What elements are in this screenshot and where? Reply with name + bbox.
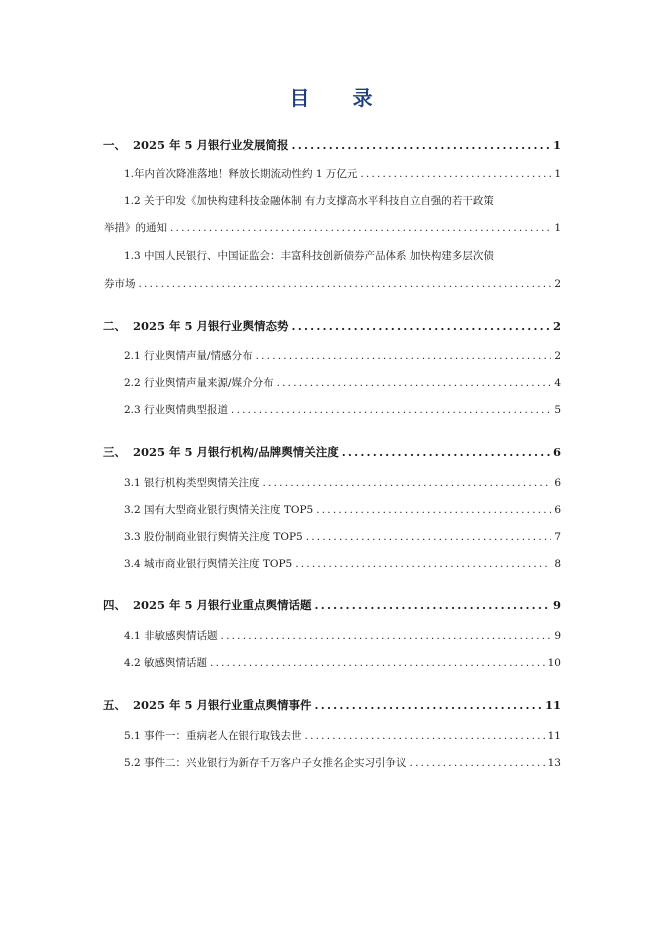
item-title-line2: 券市场 xyxy=(104,278,136,290)
toc-item-5-2[interactable] xyxy=(124,755,561,771)
toc-item-4-2[interactable] xyxy=(124,655,561,671)
page-number: 10 xyxy=(547,657,561,669)
toc-item-2-3[interactable] xyxy=(124,402,561,418)
leader-dots xyxy=(306,529,552,545)
toc-item-1-1[interactable] xyxy=(124,166,561,182)
leader-dots xyxy=(277,375,552,391)
leader-dots xyxy=(342,444,550,460)
page-number: 2 xyxy=(554,350,561,362)
leader-dots xyxy=(316,502,551,518)
leader-dots xyxy=(292,318,550,334)
leader-dots xyxy=(295,556,551,572)
leader-dots xyxy=(170,220,551,236)
item-title: 4.2 敏感舆情话题 xyxy=(124,657,208,669)
section-title: 2025 年 5 月银行业重点舆情话题 xyxy=(133,598,312,612)
item-title: 5.2 事件二：兴业银行为新存千万客户子女推名企实习引争议 xyxy=(124,757,407,769)
page-number: 11 xyxy=(547,730,561,742)
leader-dots xyxy=(315,697,542,713)
toc-item-2-2[interactable] xyxy=(124,375,561,391)
page-number: 5 xyxy=(554,404,561,416)
page-number: 1 xyxy=(554,168,561,180)
section-title: 2025 年 5 月银行业重点舆情事件 xyxy=(133,698,312,712)
page-number: 7 xyxy=(554,531,561,543)
toc-section-1[interactable] xyxy=(103,137,561,153)
toc-section-2[interactable] xyxy=(103,318,561,334)
item-title: 4.1 非敏感舆情话题 xyxy=(124,630,218,642)
page-number: 1 xyxy=(552,138,561,152)
item-title-line1: 1.3 中国人民银行、中国证监会：丰富科技创新债券产品体系 加快构建多层次债 xyxy=(124,250,494,262)
page-number: 9 xyxy=(554,630,561,642)
page-number: 2 xyxy=(552,319,561,333)
page-number: 8 xyxy=(554,558,561,570)
toc-item-5-1[interactable] xyxy=(124,728,561,744)
toc-item-3-2[interactable] xyxy=(124,502,561,518)
leader-dots xyxy=(256,348,552,364)
section-title: 2025 年 5 月银行业发展简报 xyxy=(133,138,289,152)
item-title: 2.2 行业舆情声量来源/媒介分布 xyxy=(124,377,274,389)
item-title: 3.1 银行机构类型舆情关注度 xyxy=(124,477,260,489)
page-number: 2 xyxy=(554,278,561,290)
section-number: 四、 xyxy=(103,598,126,612)
item-title: 3.3 股份制商业银行舆情关注度 TOP5 xyxy=(124,531,303,543)
leader-dots xyxy=(139,276,552,292)
section-title: 2025 年 5 月银行机构/品牌舆情关注度 xyxy=(133,445,339,459)
leader-dots xyxy=(292,137,550,153)
item-title: 3.2 国有大型商业银行舆情关注度 TOP5 xyxy=(124,504,314,516)
item-title-line1: 1.2 关于印发《加快构建科技金融体制 有力支撑高水平科技自立自强的若干政策 xyxy=(124,195,494,207)
leader-dots xyxy=(410,755,545,771)
item-title: 2.3 行业舆情典型报道 xyxy=(124,404,229,416)
leader-dots xyxy=(360,166,551,182)
page-number: 11 xyxy=(544,698,561,712)
page-number: 6 xyxy=(554,477,561,489)
toc-item-3-1[interactable] xyxy=(124,475,561,491)
item-title-line2: 举措》的通知 xyxy=(104,222,167,234)
item-title: 3.4 城市商业银行舆情关注度 TOP5 xyxy=(124,558,293,570)
leader-dots xyxy=(231,402,551,418)
section-number: 二、 xyxy=(103,319,126,333)
section-title: 2025 年 5 月银行业舆情态势 xyxy=(133,319,289,333)
item-title: 1.年内首次降准落地！释放长期流动性约 1 万亿元 xyxy=(124,168,358,180)
page-number: 9 xyxy=(552,598,561,612)
page-number: 1 xyxy=(554,222,561,234)
toc-section-3[interactable] xyxy=(103,444,561,460)
page-number: 4 xyxy=(554,377,561,389)
toc-item-4-1[interactable] xyxy=(124,628,561,644)
toc-item-2-1[interactable] xyxy=(124,348,561,364)
toc-item-3-4[interactable] xyxy=(124,556,561,572)
leader-dots xyxy=(263,475,552,491)
leader-dots xyxy=(221,628,552,644)
toc-title: 目 录 xyxy=(289,86,391,110)
page-number: 13 xyxy=(547,757,561,769)
item-title: 2.1 行业舆情声量/情感分布 xyxy=(124,350,253,362)
section-number: 一、 xyxy=(103,138,126,152)
section-number: 五、 xyxy=(103,698,126,712)
section-number: 三、 xyxy=(103,445,126,459)
toc-section-5[interactable] xyxy=(103,697,561,713)
page-number: 6 xyxy=(554,504,561,516)
toc-item-1-2[interactable] xyxy=(104,193,561,234)
leader-dots xyxy=(305,728,545,744)
item-title: 5.1 事件一：重病老人在银行取钱去世 xyxy=(124,730,302,742)
toc-item-1-3[interactable] xyxy=(104,248,561,290)
toc-item-3-3[interactable] xyxy=(124,529,561,545)
leader-dots xyxy=(210,655,545,671)
page-number: 6 xyxy=(552,445,561,459)
leader-dots xyxy=(315,597,550,613)
toc-section-4[interactable] xyxy=(103,597,561,613)
